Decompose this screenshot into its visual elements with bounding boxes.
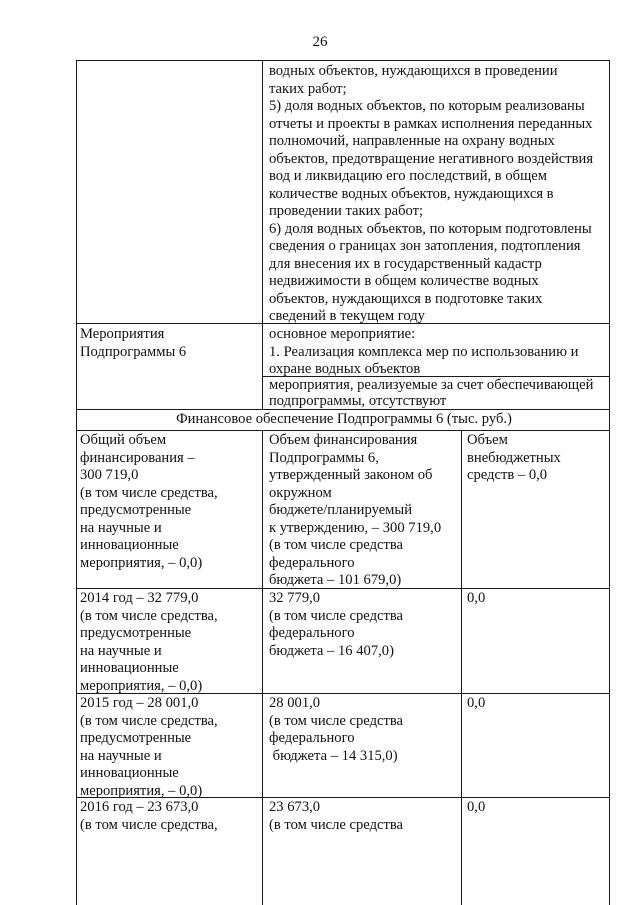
text-line: федерального bbox=[269, 554, 355, 571]
column-divider-upper bbox=[262, 60, 263, 410]
row-divider-financing-title-top bbox=[76, 409, 610, 410]
text-line: на научные и bbox=[80, 519, 162, 536]
text-line: (в том числе средства bbox=[269, 712, 404, 729]
text-line: 32 779,0 bbox=[269, 590, 321, 606]
text-line: количестве водных объектов, нуждающихся в bbox=[269, 185, 554, 202]
financing-2015-offbudget-cell bbox=[467, 695, 485, 713]
text-line: предусмотренные bbox=[80, 502, 192, 518]
text-line: инновационные bbox=[80, 660, 179, 676]
text-line: (в том числе средства, bbox=[80, 484, 218, 501]
text-line: средств – 0,0 bbox=[467, 467, 548, 483]
text-line: предусмотренные bbox=[80, 625, 192, 641]
financing-2015-budget-cell bbox=[269, 695, 403, 765]
text-line: вод и ликвидацию его последствий, в общем bbox=[269, 168, 548, 184]
financing-2014-total-cell bbox=[80, 590, 218, 695]
text-line: 0,0 bbox=[467, 590, 486, 606]
text-line: мероприятия, реализуемые за счет обеспечивающей bbox=[269, 377, 594, 393]
table-border-top bbox=[76, 60, 610, 61]
financing-total-cell bbox=[80, 432, 218, 572]
text-line: (в том числе средства, bbox=[80, 712, 218, 729]
text-line: 2015 год – 28 001,0 bbox=[80, 695, 199, 711]
table-border-left bbox=[76, 60, 77, 905]
text-line: полномочий, направленные на охрану водных bbox=[269, 133, 555, 149]
financing-2016-total-cell bbox=[80, 799, 218, 834]
text-line: (в том числе средства, bbox=[80, 607, 218, 624]
text-line: мероприятия, – 0,0) bbox=[80, 677, 203, 694]
text-line: предусмотренные bbox=[80, 730, 192, 746]
text-line: объектов, нуждающихся в подготовке таких bbox=[269, 290, 543, 307]
text-line: мероприятия, – 0,0) bbox=[80, 782, 203, 799]
text-line: (в том числе средства, bbox=[80, 816, 218, 833]
text-line: (в том числе средства bbox=[269, 607, 404, 624]
text-line: охране водных объектов bbox=[269, 361, 421, 377]
text-line: на научные и bbox=[80, 747, 162, 764]
text-line: 5) доля водных объектов, по которым реализованы bbox=[269, 98, 585, 114]
text-line: Подпрограммы 6, bbox=[269, 449, 379, 466]
text-line: отчеты и проекты в рамках исполнения переданных bbox=[269, 115, 593, 132]
financing-budget-cell bbox=[269, 432, 441, 590]
text-line: недвижимости в общем количестве водных bbox=[269, 273, 539, 289]
text-line: 0,0 bbox=[467, 695, 486, 711]
text-line: инновационные bbox=[80, 765, 179, 781]
text-line: федерального bbox=[269, 625, 355, 641]
text-line: на научные и bbox=[80, 642, 162, 659]
text-line: 2016 год – 23 673,0 bbox=[80, 799, 199, 815]
text-line: бюджета – 16 407,0) bbox=[269, 642, 394, 659]
text-line: (в том числе средства bbox=[269, 816, 404, 833]
financing-2014-offbudget-cell bbox=[467, 590, 485, 608]
text-line: 2014 год – 32 779,0 bbox=[80, 590, 199, 606]
text-line: 23 673,0 bbox=[269, 799, 321, 815]
text-line: 28 001,0 bbox=[269, 695, 321, 711]
measures-main bbox=[269, 326, 578, 379]
financing-2014-budget-cell bbox=[269, 590, 403, 660]
text-line: Общий объем bbox=[80, 432, 167, 448]
text-line: сведений в текущем году bbox=[269, 308, 425, 324]
measures-provision bbox=[269, 378, 593, 409]
text-line: Мероприятия bbox=[80, 326, 165, 342]
text-line: бюджета – 14 315,0) bbox=[269, 747, 398, 764]
text-line: инновационные bbox=[80, 537, 179, 553]
text-line: 300 719,0 bbox=[80, 467, 139, 483]
indicators-continuation bbox=[269, 63, 593, 326]
financing-title: Финансовое обеспечение Подпрограммы 6 (тыс. руб.) bbox=[176, 411, 512, 427]
financing-2016-budget-cell bbox=[269, 799, 403, 834]
text-line: проведении таких работ; bbox=[269, 203, 424, 219]
table-border-right bbox=[609, 60, 610, 905]
text-line: подпрограммы, отсутствуют bbox=[269, 392, 447, 409]
text-line: 0,0 bbox=[467, 799, 486, 815]
text-line: 6) доля водных объектов, по которым подготовлены bbox=[269, 220, 592, 237]
text-line: Объем финансирования bbox=[269, 432, 418, 448]
text-line: утвержденный законом об bbox=[269, 467, 433, 483]
text-line: для внесения их в государственный кадастр bbox=[269, 255, 542, 272]
text-line: основное мероприятие: bbox=[269, 326, 416, 342]
text-line: к утверждению, – 300 719,0 bbox=[269, 519, 442, 536]
text-line: Подпрограммы 6 bbox=[80, 343, 187, 360]
text-line: объектов, предотвращение негативного воздействия bbox=[269, 150, 594, 167]
page-number: 26 bbox=[312, 34, 328, 50]
text-line: финансирования – bbox=[80, 449, 195, 466]
text-line: Объем bbox=[467, 432, 508, 448]
text-line: окружном bbox=[269, 484, 332, 501]
text-line: мероприятия, – 0,0) bbox=[80, 554, 203, 571]
financing-2016-offbudget-cell bbox=[467, 799, 485, 817]
column-divider-financing-1 bbox=[262, 430, 263, 905]
text-line: (в том числе средства bbox=[269, 537, 404, 553]
text-line: таких работ; bbox=[269, 80, 347, 97]
text-line: бюджета – 101 679,0) bbox=[269, 572, 402, 588]
text-line: бюджете/планируемый bbox=[269, 502, 413, 518]
text-line: водных объектов, нуждающихся в проведении bbox=[269, 63, 558, 79]
text-line: 1. Реализация комплекса мер по использованию и bbox=[269, 343, 579, 360]
measures-label bbox=[80, 326, 186, 361]
text-line: внебюджетных bbox=[467, 449, 561, 466]
column-divider-financing-2 bbox=[461, 430, 462, 905]
text-line: сведения о границах зон затопления, подтопления bbox=[269, 238, 581, 254]
financing-offbudget-cell bbox=[467, 432, 561, 485]
row-divider-financing-title-bottom bbox=[76, 430, 610, 431]
text-line: федерального bbox=[269, 730, 355, 746]
financing-2015-total-cell bbox=[80, 695, 218, 800]
